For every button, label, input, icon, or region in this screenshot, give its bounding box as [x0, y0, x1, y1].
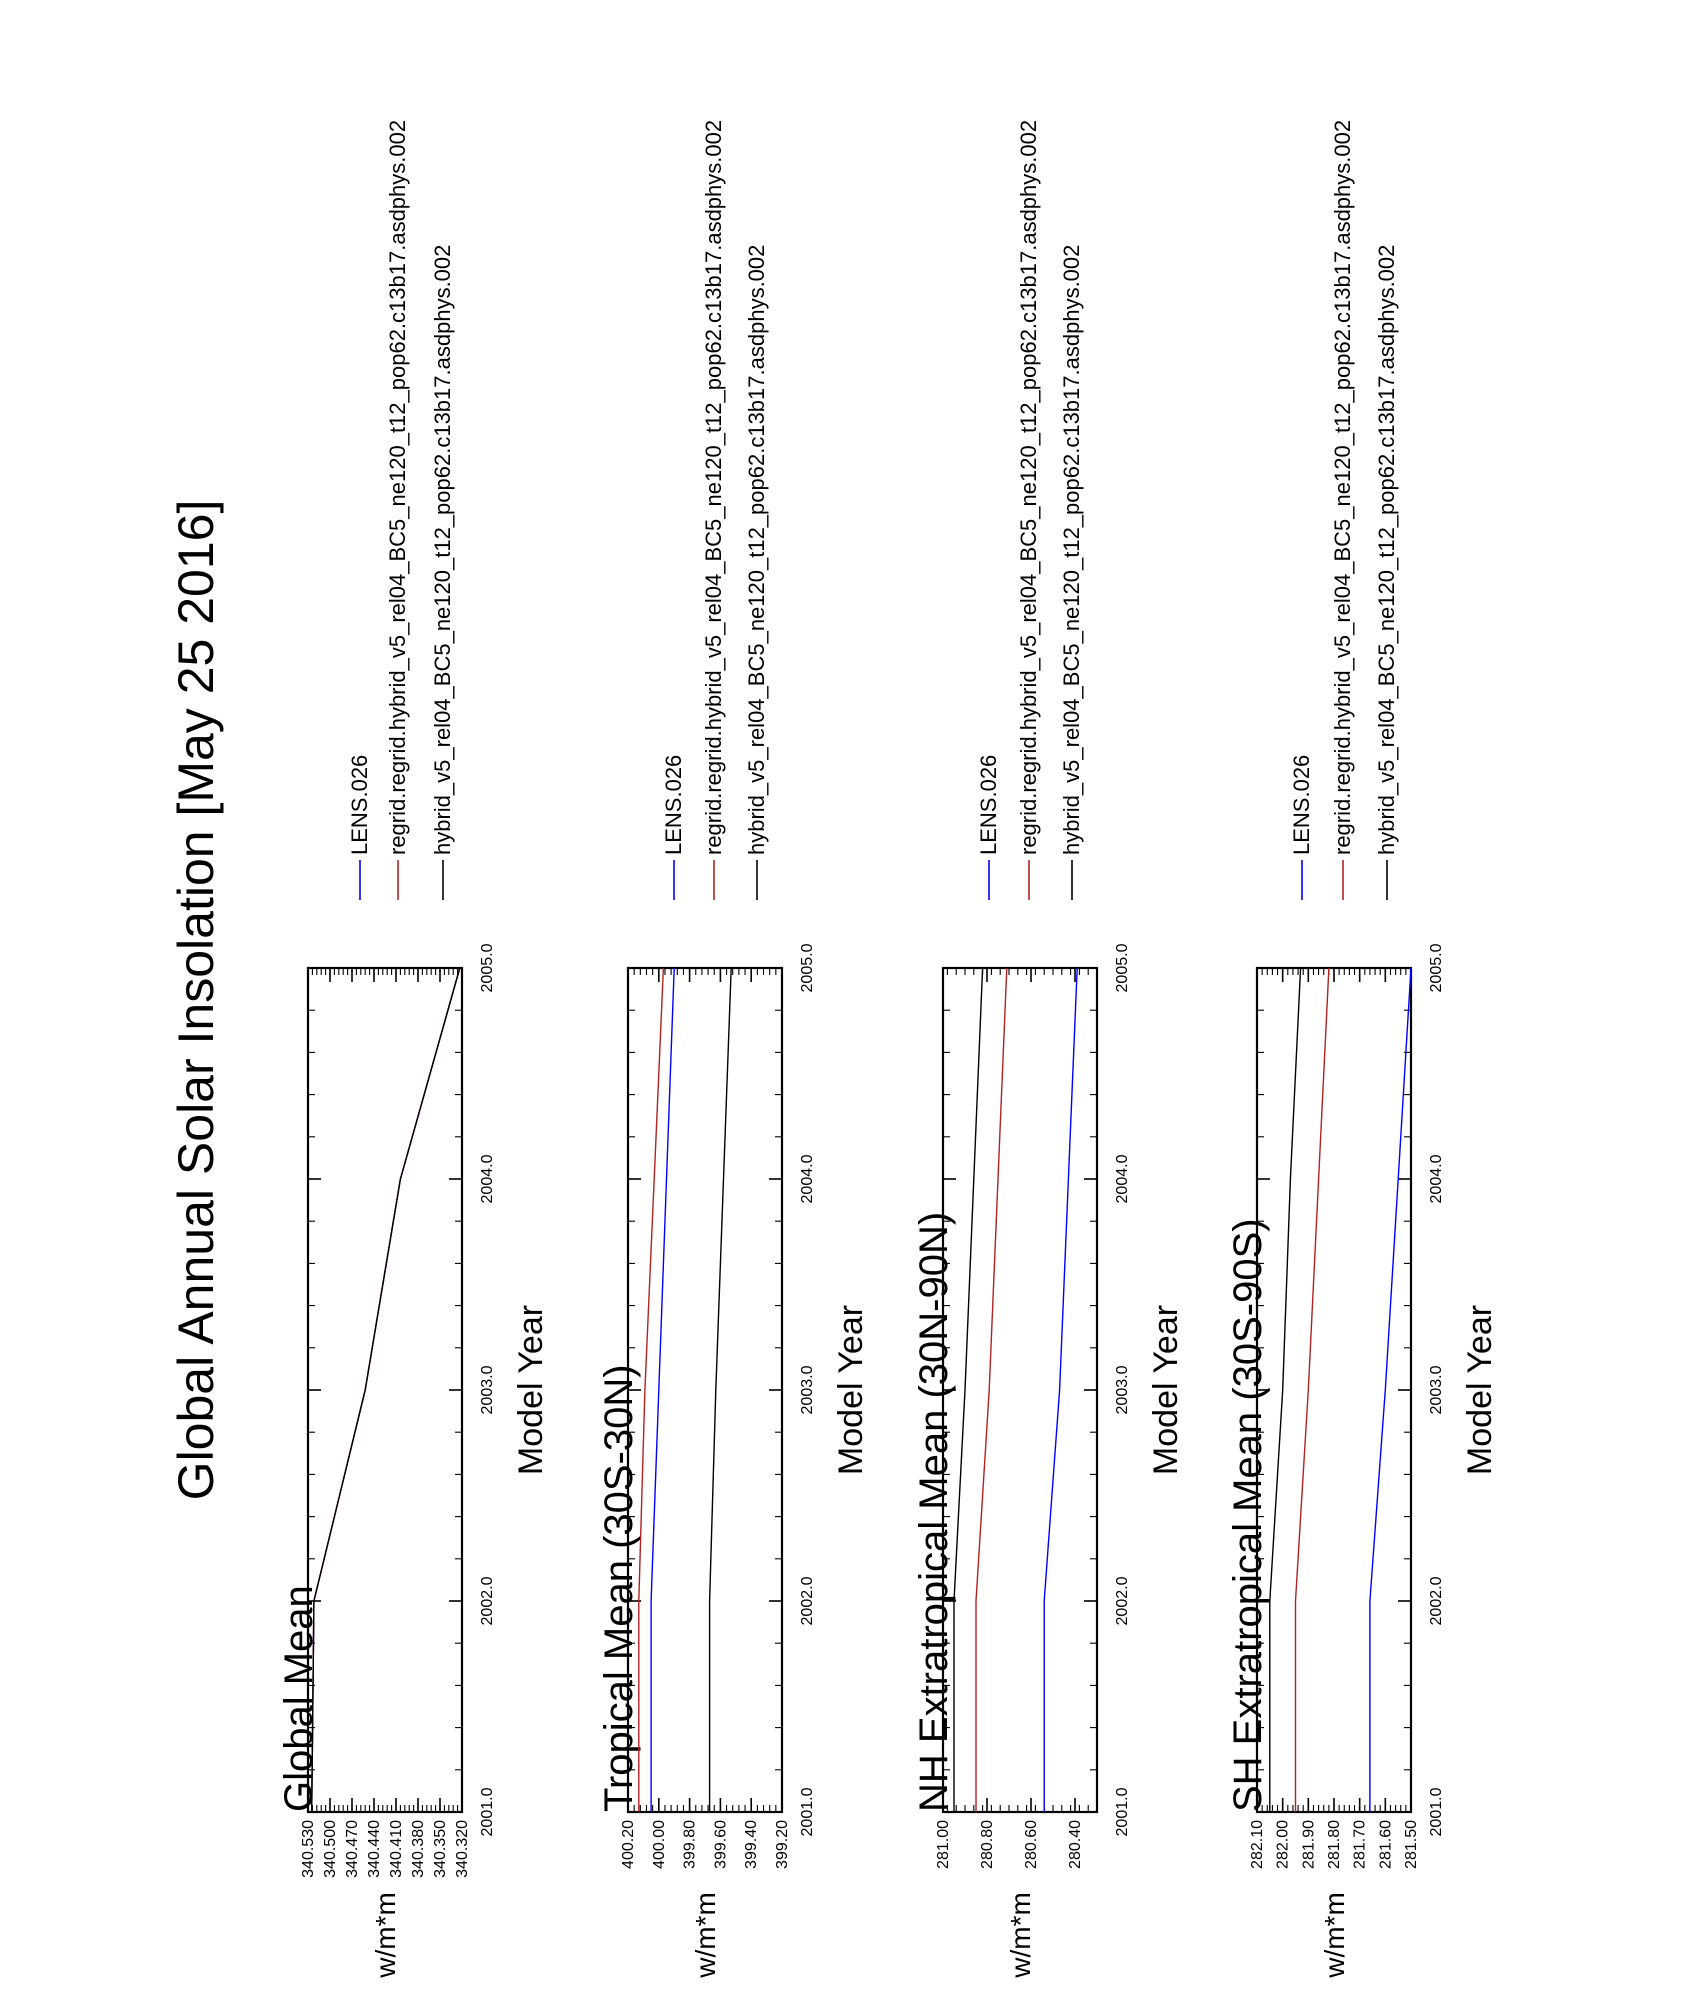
plot-frame: [308, 968, 462, 1812]
x-tick-label: 2005.0: [479, 943, 496, 993]
y-tick-label: 340.530: [300, 1820, 317, 1878]
legend-label: hybrid_v5_rel04_BC5_ne120_t12_pop62.c13b17.asdphys.002: [1374, 244, 1399, 855]
x-tick-label: 2004.0: [479, 1154, 496, 1204]
x-tick-label: 2003.0: [479, 1365, 496, 1415]
y-tick-label: 280.40: [1067, 1820, 1084, 1869]
x-axis-label: Model Year: [1147, 1304, 1185, 1476]
series-line-3: [312, 968, 460, 1812]
panel-title: NH Extratropical Mean (30N-90N): [912, 1211, 956, 1812]
y-tick-label: 340.380: [410, 1820, 427, 1878]
legend-label: hybrid_v5_rel04_BC5_ne120_t12_pop62.c13b17.asdphys.002: [1059, 244, 1084, 855]
panel-title: Global Mean: [277, 1585, 321, 1812]
x-tick-label: 2003.0: [1114, 1365, 1131, 1415]
plot-frame: [943, 968, 1097, 1812]
y-tick-label: 400.20: [620, 1820, 637, 1869]
x-tick-label: 2002.0: [799, 1576, 816, 1626]
chart-panel-4: [1226, 120, 1499, 1979]
y-tick-label: 281.80: [1326, 1820, 1343, 1869]
x-tick-label: 2005.0: [799, 943, 816, 993]
x-tick-label: 2002.0: [1114, 1576, 1131, 1626]
y-tick-label: 340.350: [432, 1820, 449, 1878]
legend-label: LENS.026: [1289, 754, 1314, 855]
legend-label: hybrid_v5_rel04_BC5_ne120_t12_pop62.c13b17.asdphys.002: [744, 244, 769, 855]
chart-panel-1: [277, 120, 550, 1979]
y-axis-label: w/m*m: [370, 1892, 401, 1978]
y-tick-label: 340.440: [366, 1820, 383, 1878]
y-axis-label: w/m*m: [1005, 1892, 1036, 1978]
y-tick-label: 282.00: [1274, 1820, 1292, 1869]
y-tick-label: 281.90: [1300, 1820, 1318, 1869]
x-tick-label: 2001.0: [479, 1787, 496, 1837]
x-tick-label: 2001.0: [1428, 1787, 1445, 1837]
plot-frame: [1257, 968, 1411, 1812]
legend-label: regrid.regrid.hybrid_v5_rel04_BC5_ne120_t12_pop62.c13b17.asdphys.002: [385, 119, 410, 855]
legend-label: LENS.026: [347, 754, 372, 855]
y-axis-label: w/m*m: [690, 1892, 721, 1978]
x-tick-label: 2003.0: [799, 1365, 816, 1415]
x-tick-label: 2004.0: [799, 1154, 816, 1204]
y-axis-label: w/m*m: [1319, 1892, 1350, 1978]
series-line-1: [651, 968, 674, 1812]
x-tick-label: 2005.0: [1114, 943, 1131, 993]
series-line-1: [1044, 968, 1077, 1812]
y-tick-label: 340.320: [454, 1820, 471, 1878]
y-tick-label: 281.70: [1351, 1820, 1369, 1869]
y-tick-label: 280.60: [1023, 1820, 1040, 1869]
figure-title: Global Annual Solar Insolation [May 25 2016]: [168, 499, 224, 1501]
chart-panel-2: [597, 120, 870, 1979]
panel-title: Tropical Mean (30S-30N): [597, 1364, 641, 1812]
legend-label: LENS.026: [661, 754, 686, 855]
y-tick-label: 282.10: [1249, 1820, 1266, 1869]
x-tick-label: 2003.0: [1428, 1365, 1445, 1415]
x-axis-label: Model Year: [832, 1304, 870, 1476]
x-axis-label: Model Year: [1461, 1304, 1499, 1476]
x-tick-label: 2005.0: [1428, 943, 1445, 993]
y-tick-label: 281.50: [1403, 1820, 1420, 1869]
y-tick-label: 281.00: [935, 1820, 952, 1869]
x-tick-label: 2001.0: [799, 1787, 816, 1837]
y-tick-label: 281.60: [1377, 1820, 1395, 1869]
y-tick-label: 340.410: [388, 1820, 405, 1878]
y-tick-label: 340.500: [322, 1820, 339, 1878]
series-line-2: [976, 968, 1007, 1812]
y-tick-label: 399.40: [743, 1820, 761, 1869]
x-axis-label: Model Year: [512, 1304, 550, 1476]
y-tick-label: 399.20: [774, 1820, 791, 1869]
x-tick-label: 2004.0: [1428, 1154, 1445, 1204]
series-line-2: [1296, 968, 1329, 1812]
legend-label: hybrid_v5_rel04_BC5_ne120_t12_pop62.c13b17.asdphys.002: [430, 244, 455, 855]
legend-label: regrid.regrid.hybrid_v5_rel04_BC5_ne120_t12_pop62.c13b17.asdphys.002: [1330, 119, 1355, 855]
y-tick-label: 280.80: [979, 1820, 996, 1869]
legend-label: LENS.026: [976, 754, 1001, 855]
y-tick-label: 399.80: [681, 1820, 699, 1869]
x-tick-label: 2001.0: [1114, 1787, 1131, 1837]
x-tick-label: 2002.0: [1428, 1576, 1445, 1626]
y-tick-label: 340.470: [344, 1820, 361, 1878]
series-line-1: [312, 968, 460, 1812]
chart-panel-3: [912, 120, 1185, 1979]
x-tick-label: 2002.0: [479, 1576, 496, 1626]
series-line-3: [954, 968, 983, 1812]
legend-label: regrid.regrid.hybrid_v5_rel04_BC5_ne120_t12_pop62.c13b17.asdphys.002: [701, 119, 726, 855]
legend-label: regrid.regrid.hybrid_v5_rel04_BC5_ne120_t12_pop62.c13b17.asdphys.002: [1016, 119, 1041, 855]
panel-title: SH Extratropical Mean (30S-90S): [1226, 1218, 1270, 1812]
series-line-3: [710, 968, 732, 1812]
y-tick-label: 400.00: [650, 1820, 668, 1869]
x-tick-label: 2004.0: [1114, 1154, 1131, 1204]
series-line-2: [312, 968, 460, 1812]
y-tick-label: 399.60: [712, 1820, 730, 1869]
